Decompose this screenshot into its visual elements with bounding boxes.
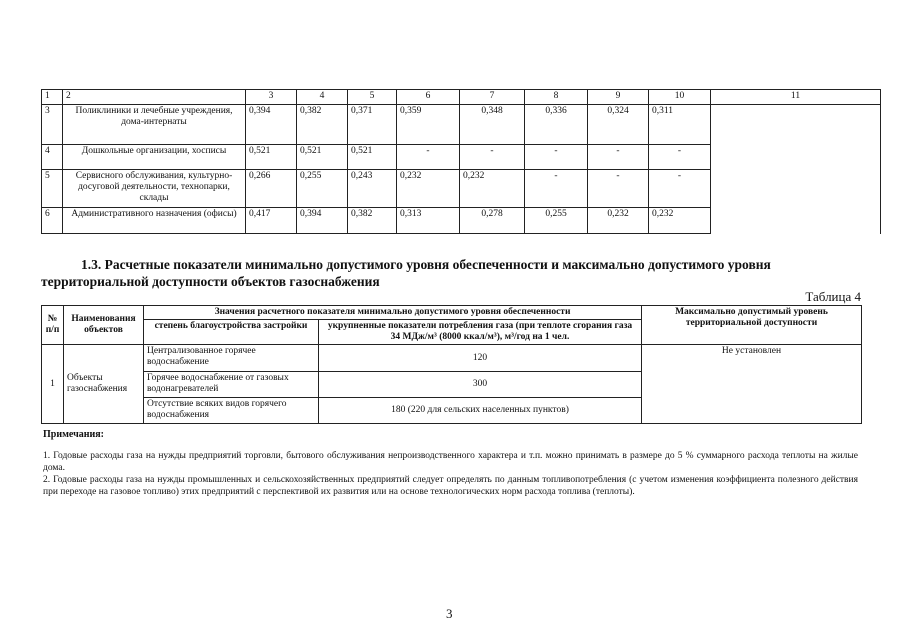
header-values: Значения расчетного показателя минимально допустимого уровня обеспеченности <box>144 306 642 320</box>
value-cell: 0,336 <box>525 105 588 145</box>
header-cell: 1 <box>42 90 63 105</box>
value-cell: 0,417 <box>246 208 297 234</box>
value-cell: 0,311 <box>649 105 711 145</box>
value-cell: 0,232 <box>397 170 460 208</box>
header-object-name: Наименования объектов <box>64 306 144 345</box>
value-cell: 0,255 <box>525 208 588 234</box>
value-cell: 0,232 <box>460 170 525 208</box>
row-name: Поликлиники и лечебные учреждения, дома-интернаты <box>63 105 246 145</box>
row-name: Административного назначения (офисы) <box>63 208 246 234</box>
header-cell: 7 <box>460 90 525 105</box>
value-cell: - <box>588 170 649 208</box>
consumption-table-continued <box>41 89 881 234</box>
value-cell: 0,394 <box>297 208 348 234</box>
header-cell: 8 <box>525 90 588 105</box>
value-cell: 0,359 <box>397 105 460 145</box>
row-number: 5 <box>42 170 63 208</box>
header-number: № п/п <box>42 306 64 345</box>
row-name: Дошкольные организации, хосписы <box>63 145 246 170</box>
value-cell: 0,324 <box>588 105 649 145</box>
value-cell: 0,521 <box>246 145 297 170</box>
section-heading: 1.3. Расчетные показатели минимально допустимого уровня обеспеченности и максимально допустимого уровня территориальной доступности объектов газоснабжения <box>41 257 771 289</box>
note-1: 1. Годовые расходы газа на нужды предприятий торговли, бытового обслуживания непроизводственного характера и т.п. можно принимать в размере до 5 % суммарного расхода теплоты на жилые дома. <box>43 451 858 473</box>
value-cell: - <box>588 145 649 170</box>
value-cell: 0,232 <box>649 208 711 234</box>
degree-cell: Горячее водоснабжение от газовых водонагревателей <box>144 372 319 398</box>
row-number: 6 <box>42 208 63 234</box>
header-consumption: укрупненные показатели потребления газа (при теплоте сгорания газа 34 МДж/м³ (8000 ккал/м³), м³/год на 1 чел. <box>319 320 642 345</box>
header-cell: 11 <box>711 90 881 105</box>
header-max-accessibility: Максимально допустимый уровень территориальной доступности <box>642 306 862 345</box>
header-cell: 4 <box>297 90 348 105</box>
note-2: 2. Годовые расходы газа на нужды промышленных и сельскохозяйственных предприятий следует определять по данным топливопотребления (с учетом изменения коэффициента полезного действия при переходе на газовое топливо) этих предприятий с перспективой их развития или на основе технологических норм расхода топлива (теплоты). <box>43 475 858 497</box>
value-cell: 0,255 <box>297 170 348 208</box>
value-cell: - <box>649 170 711 208</box>
row-number: 3 <box>42 105 63 145</box>
value-cell: 0,232 <box>588 208 649 234</box>
header-cell: 2 <box>63 90 246 105</box>
degree-cell: Централизованное горячее водоснабжение <box>144 345 319 372</box>
table-row <box>42 105 881 145</box>
value-cell: 0,394 <box>246 105 297 145</box>
table-label: Таблица 4 <box>805 289 861 304</box>
value-cell: 0,348 <box>460 105 525 145</box>
page-number: 3 <box>446 606 453 621</box>
notes-title: Примечания: <box>43 429 105 440</box>
value-cell: 120 <box>319 345 642 372</box>
header-cell: 6 <box>397 90 460 105</box>
value-cell: - <box>397 145 460 170</box>
value-cell: - <box>525 145 588 170</box>
value-cell: 0,382 <box>297 105 348 145</box>
value-cell: - <box>649 145 711 170</box>
row-number: 1 <box>42 345 64 424</box>
max-value-cell: Не установлен <box>642 345 862 424</box>
header-cell: 9 <box>588 90 649 105</box>
value-cell: - <box>525 170 588 208</box>
header-cell: 5 <box>348 90 397 105</box>
row-name: Сервисного обслуживания, культурно-досуговой деятельности, технопарки, склады <box>63 170 246 208</box>
value-cell: - <box>460 145 525 170</box>
table-header-row <box>42 90 881 105</box>
header-cell: 3 <box>246 90 297 105</box>
value-cell: 0,278 <box>460 208 525 234</box>
value-cell: 0,382 <box>348 208 397 234</box>
header-cell: 10 <box>649 90 711 105</box>
degree-cell: Отсутствие всяких видов горячего водоснабжения <box>144 398 319 424</box>
value-cell: 0,521 <box>297 145 348 170</box>
gas-supply-table <box>41 305 862 424</box>
value-cell: 180 (220 для сельских населенных пунктов) <box>319 398 642 424</box>
empty-column-11 <box>711 105 881 234</box>
row-name: Объекты газоснабжения <box>64 345 144 424</box>
value-cell: 300 <box>319 372 642 398</box>
table-row <box>42 345 862 372</box>
value-cell: 0,243 <box>348 170 397 208</box>
value-cell: 0,313 <box>397 208 460 234</box>
value-cell: 0,371 <box>348 105 397 145</box>
value-cell: 0,521 <box>348 145 397 170</box>
row-number: 4 <box>42 145 63 170</box>
table-header-row <box>42 306 862 320</box>
header-degree: степень благоустройства застройки <box>144 320 319 345</box>
value-cell: 0,266 <box>246 170 297 208</box>
